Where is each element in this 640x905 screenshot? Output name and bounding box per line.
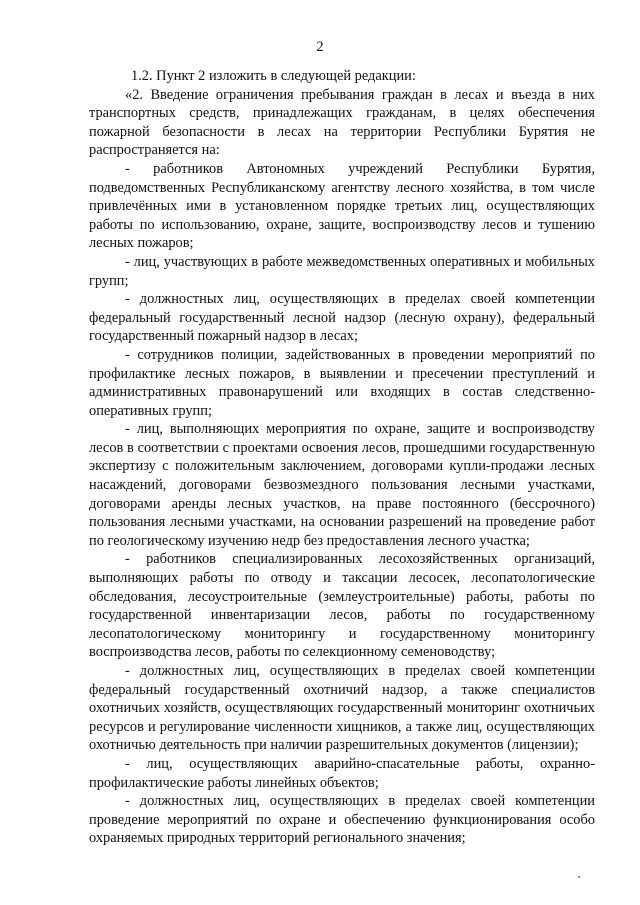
list-item: - должностных лиц, осуществляющих в пределах своей компетенции проведение мероприятий по охране и обеспечению функционирования особо охраняемых природных территорий регионального значения; — [89, 793, 595, 847]
list-item: - работников Автономных учреждений Республики Бурятия, подведомственных Республиканскому агентству лесного хозяйства, в том числе привлечённых ими в установленном порядке третьих лиц, осуществляющих работы по использованию, охране, защите, воспроизводству лесов и тушению лесных пожаров; — [89, 160, 595, 252]
clause-intro: «2. Введение ограничения пребывания граждан в лесах и въезда в них транспортных средств, принадлежащих гражданам, в целях обеспечения пожарной безопасности в лесах на территории Республики Бурятия не распространяется на: — [89, 86, 595, 159]
list-item: - лиц, осуществляющих аварийно-спасательные работы, охранно-профилактические работы линейных объектов; — [89, 755, 595, 791]
page-number: 2 — [316, 39, 324, 55]
list-item: - лиц, выполняющих мероприятия по охране, защите и воспроизводству лесов в соответствии с проектами освоения лесов, прошедшими государственную экспертизу с положительным заключением, договорами купли-продажи лесных насаждений, договорами безвозмездного пользования лесными участками, договорами аренды лесных участков, на праве постоянного (бессрочного) пользования лесными участками, на основании разрешений на проведение работ по геологическому изучению недр без предоставления лесного участка; — [89, 421, 595, 549]
list-item: - должностных лиц, осуществляющих в пределах своей компетенции федеральный государственный охотничий надзор, а также специалистов охотничьих хозяйств, осуществляющих государственный мониторинг охотничьих ресурсов и регулирование численности хищников, а также лиц, осуществляющих охотничью деятельность при наличии разрешительных документов (лицензии); — [89, 663, 595, 754]
clause-heading: 1.2. Пункт 2 изложить в следующей редакции: — [131, 68, 416, 84]
list-item: - лиц, участвующих в работе межведомственных оперативных и мобильных групп; — [89, 253, 595, 289]
scan-speck — [578, 876, 580, 878]
list-item: - сотрудников полиции, задействованных в проведении мероприятий по профилактике лесных пожаров, в выявлении и пресечении преступлений и административных правонарушений или входящих в состав следственно-оперативных групп; — [89, 346, 595, 419]
list-item: - должностных лиц, осуществляющих в пределах своей компетенции федеральный государственный лесной надзор (лесную охрану), федеральный государственный пожарный надзор в лесах; — [89, 291, 595, 345]
document-body — [89, 67, 595, 848]
list-item: - работников специализированных лесохозяйственных организаций, выполняющих работы по отводу и таксации лесосек, лесопатологические обследования, лесоустроительные (землеустроительные) работы, работы по государственной инвентаризации лесов, работы по государственному лесопатологическому мониторингу и государственному мониторингу воспроизводства лесов, работы по селекционному семеноводству; — [89, 551, 595, 661]
